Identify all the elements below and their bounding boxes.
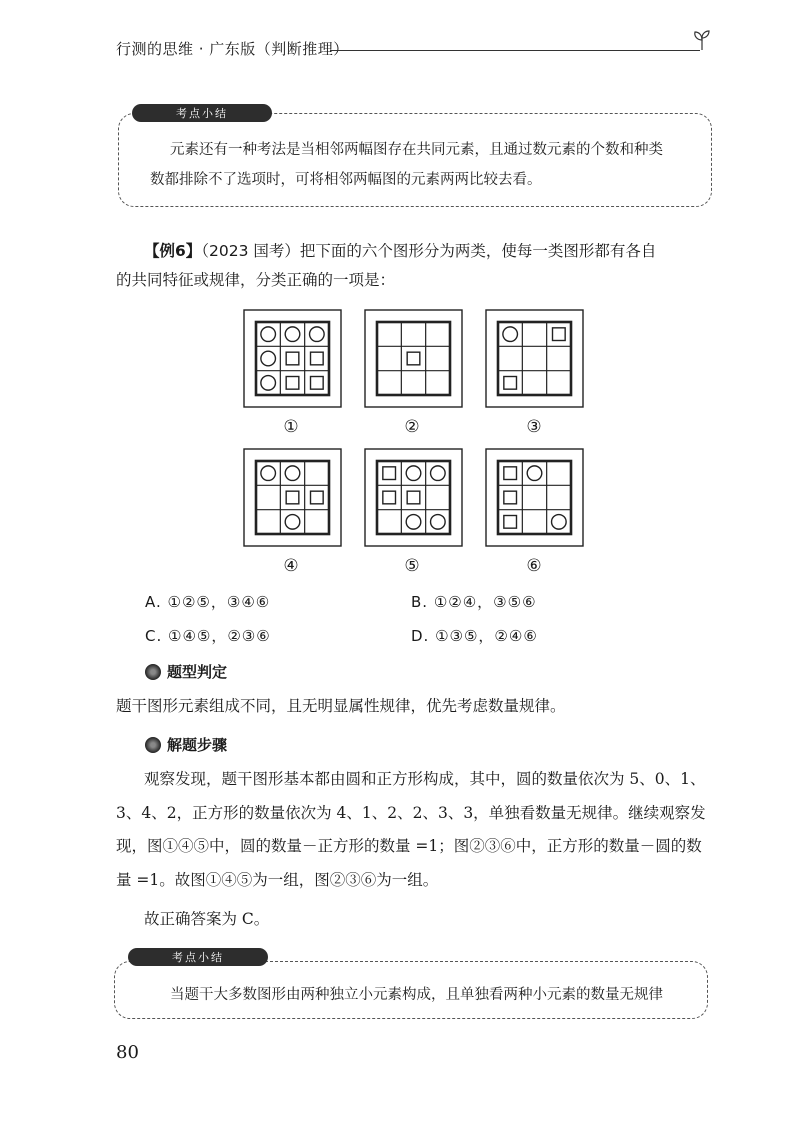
figure-frame-2 <box>365 310 462 407</box>
square-element <box>311 491 324 504</box>
option-c[interactable]: C. ①④⑤，②③⑥ <box>145 627 271 645</box>
tip-text-bottom: 当题干大多数图形由两种独立小元素构成，且单独看两种小元素的数量无规律 <box>170 987 663 1003</box>
bullet-icon <box>145 737 161 753</box>
figure-grid-border-5 <box>377 461 450 534</box>
square-element <box>286 352 299 365</box>
square-element <box>407 491 420 504</box>
circle-element <box>261 351 276 366</box>
circle-element <box>527 466 542 481</box>
circle-element <box>406 466 421 481</box>
section-heading-steps: 解题步骤 <box>145 734 227 755</box>
example-tag: 【例6】 <box>144 242 202 260</box>
figure-label-6: ⑥ <box>526 556 542 576</box>
figure-label-4: ④ <box>283 556 299 576</box>
circle-element <box>261 466 276 481</box>
figure-label-2: ② <box>404 417 420 437</box>
figure-frame-3 <box>486 310 583 407</box>
circle-element <box>406 515 421 530</box>
solution-steps: 观察发现，题干图形基本都由圆和正方形构成，其中，圆的数量依次为 5、0、1、 3、4、2，正方形的数量依次为 4、1、2、2、3、3，单独看数量无规律。继续观察发 现，图①④⑤中，圆的数量－正方形的数量 =1；图②③⑥中，正方形的数量－圆的数 量 =1。故图①④⑤为一组，图②③⑥为一组。 故正确答案为 C。 <box>116 763 716 937</box>
square-element <box>286 491 299 504</box>
circle-element <box>261 376 276 391</box>
figure-frame-4 <box>244 449 341 546</box>
circle-element <box>285 466 300 481</box>
bullet-icon <box>145 664 161 680</box>
figure-frame-6 <box>486 449 583 546</box>
option-d[interactable]: D. ①③⑤，②④⑥ <box>411 627 538 645</box>
circle-element <box>431 466 446 481</box>
option-b[interactable]: B. ①②④，③⑤⑥ <box>411 593 537 611</box>
square-element <box>286 377 299 390</box>
tip-text-top: 元素还有一种考法是当相邻两幅图存在共同元素，且通过数元素的个数和种类 数都排除不了选项时，可将相邻两幅图的元素两两比较去看。 <box>150 142 663 188</box>
square-element <box>504 467 517 480</box>
figure-grid-border-1 <box>256 322 329 395</box>
answer-line: 故正确答案为 C。 <box>144 910 270 928</box>
square-element <box>311 377 324 390</box>
circle-element <box>552 515 567 530</box>
figure-grid-border-6 <box>498 461 571 534</box>
figure-frame-1 <box>244 310 341 407</box>
figure-frame-5 <box>365 449 462 546</box>
tip-badge-bottom: 考点小结 <box>128 948 268 966</box>
circle-element <box>261 327 276 342</box>
figure-grid-border-3 <box>498 322 571 395</box>
square-element <box>311 352 324 365</box>
square-element <box>504 491 517 504</box>
figure-label-5: ⑤ <box>404 556 420 576</box>
figure-grid-border-2 <box>377 322 450 395</box>
circle-element <box>285 515 300 530</box>
tip-badge-top: 考点小结 <box>132 104 272 122</box>
square-element <box>504 516 517 529</box>
figure-label-1: ① <box>283 417 299 437</box>
figure-label-3: ③ <box>526 417 542 437</box>
section-text-type: 题干图形元素组成不同，且无明显属性规律，优先考虑数量规律。 <box>116 697 566 715</box>
square-element <box>553 328 566 341</box>
figure-grid-border-4 <box>256 461 329 534</box>
circle-element <box>310 327 325 342</box>
square-element <box>383 491 396 504</box>
example-question: 【例6】（2023 国考）把下面的六个图形分为两类，使每一类图形都有各自 的共同特征或规律，分类正确的一项是： <box>116 242 657 289</box>
circle-element <box>285 327 300 342</box>
running-header: 行测的思维 · 广东版（判断推理） <box>116 40 349 58</box>
section-heading-type: 题型判定 <box>145 661 227 682</box>
square-element <box>504 377 517 390</box>
circle-element <box>503 327 518 342</box>
square-element <box>383 467 396 480</box>
square-element <box>407 352 420 365</box>
option-a[interactable]: A. ①②⑤，③④⑥ <box>145 593 271 611</box>
circle-element <box>431 515 446 530</box>
page-number: 80 <box>116 1042 139 1063</box>
